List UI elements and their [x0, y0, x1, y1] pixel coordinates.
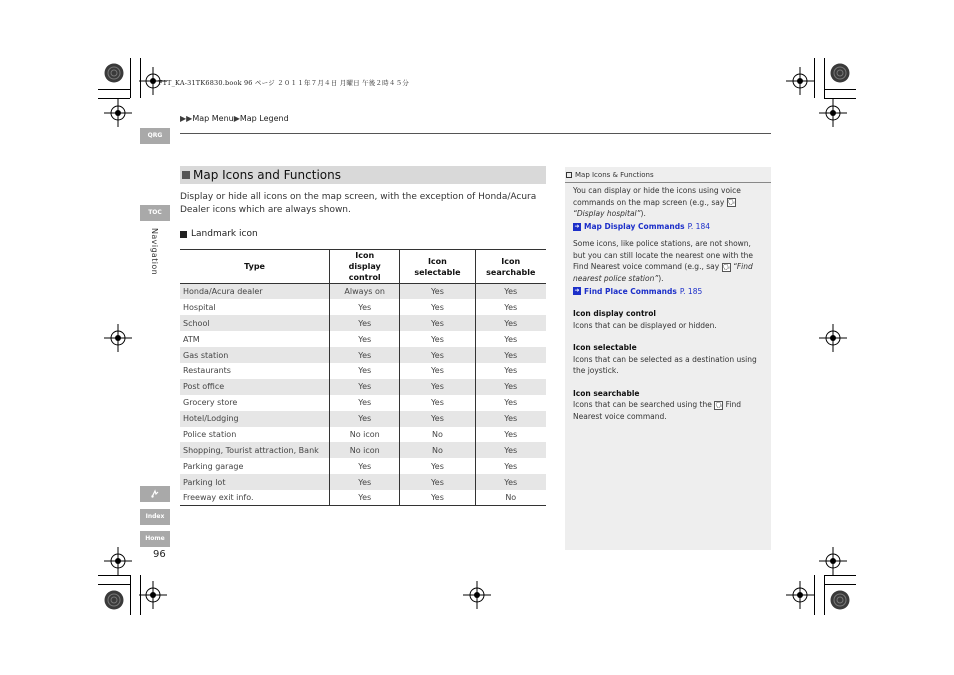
cell-searchable: Yes	[475, 395, 546, 411]
panel-text: ).	[658, 273, 664, 283]
cell-display: Yes	[330, 474, 400, 490]
col-header-searchable: Icon searchable	[475, 250, 546, 284]
cell-selectable: Yes	[400, 363, 475, 379]
cell-type: Honda/Acura dealer	[180, 284, 330, 300]
page-number: 96	[153, 549, 166, 560]
cell-display: Yes	[330, 347, 400, 363]
registration-mark-icon	[104, 324, 132, 352]
cell-searchable: Yes	[475, 427, 546, 443]
definition-term: Icon display control	[573, 309, 656, 318]
link-find-place-commands[interactable]	[573, 286, 702, 298]
panel-quote: “Find nearest police station”	[573, 262, 753, 283]
cell-display: Always on	[330, 284, 400, 300]
cell-searchable: Yes	[475, 363, 546, 379]
voice-command-icon: 🗣	[715, 401, 723, 409]
cell-type: Hospital	[183, 302, 216, 312]
panel-text: Find Nearest voice command.	[573, 400, 741, 421]
cell-selectable: Yes	[400, 379, 475, 395]
cell-type: ATM	[183, 334, 200, 344]
cell-searchable: Yes	[475, 347, 546, 363]
panel-heading	[565, 167, 771, 183]
panel-text: Some icons, like police stations, are not shown, but you can still locate the nearest one with the Find Nearest voice command (e.g., say	[573, 239, 754, 272]
tab-voice[interactable]	[140, 486, 170, 502]
section-title: Map Icons and Functions	[193, 168, 341, 182]
color-target-icon	[830, 590, 850, 610]
cell-type: Grocery store	[183, 398, 238, 408]
tab-toc[interactable]: TOC	[140, 205, 170, 221]
registration-mark-icon	[463, 581, 491, 609]
cell-searchable: Yes	[475, 458, 546, 474]
intro-paragraph: Display or hide all icons on the map screen, with the exception of Honda/Acura Dealer icons which are always shown.	[180, 192, 537, 215]
panel-text: You can display or hide the icons using voice commands on the map screen (e.g., say	[573, 186, 741, 207]
voice-command-icon	[150, 489, 160, 499]
panel-quote: “Display hospital”	[573, 209, 641, 218]
side-note-panel	[565, 167, 771, 550]
registration-mark-icon	[104, 547, 132, 575]
table-row	[180, 347, 546, 363]
cell-display: Yes	[330, 331, 400, 347]
registration-mark-icon	[819, 547, 847, 575]
color-target-icon	[104, 63, 124, 83]
cell-type: Parking lot	[180, 474, 330, 490]
color-target-icon	[104, 590, 124, 610]
col-header-type: Type	[180, 250, 330, 284]
section-square-icon	[182, 171, 190, 179]
cell-selectable: Yes	[400, 395, 475, 411]
tab-index[interactable]: Index	[140, 509, 170, 525]
registration-mark-icon	[786, 67, 814, 95]
cell-type: Hotel/Lodging	[180, 411, 330, 427]
panel-paragraph	[573, 238, 765, 284]
registration-mark-icon	[139, 581, 167, 609]
definition-text	[573, 399, 765, 422]
cell-type: Post office	[180, 379, 330, 395]
cell-selectable: Yes	[400, 490, 475, 506]
panel-text: ).	[640, 209, 646, 218]
voice-command-icon: 🗣	[722, 263, 731, 271]
panel-heading-text: Map Icons & Functions	[575, 170, 654, 179]
tab-home[interactable]: Home	[140, 531, 170, 547]
subheading-text: Landmark icon	[191, 229, 258, 239]
section-label-vertical: Navigation	[150, 228, 159, 276]
chevron-right-icon: ▶▶	[180, 114, 193, 123]
breadcrumb-map-legend[interactable]: Map Legend	[239, 114, 289, 123]
cell-searchable: Yes	[475, 299, 546, 315]
link-map-display-commands[interactable]	[573, 221, 710, 233]
cell-searchable: Yes	[475, 411, 546, 427]
cell-display: Yes	[330, 315, 400, 331]
table-row	[180, 474, 546, 490]
definition-term: Icon selectable	[573, 343, 637, 352]
cell-selectable: Yes	[400, 411, 475, 427]
table-row	[180, 299, 546, 315]
cell-display: Yes	[330, 411, 400, 427]
col-header-display: Icon display control	[330, 250, 400, 284]
registration-mark-icon	[786, 581, 814, 609]
subheading	[180, 229, 258, 239]
definition-text: Icons that can be selected as a destination using the joystick.	[573, 354, 757, 375]
note-icon	[566, 172, 572, 178]
cell-searchable: Yes	[475, 315, 546, 331]
cell-selectable: Yes	[400, 458, 475, 474]
file-info: F1T_KA-31TK6830.book 96 ページ ２０１１年７月４日 月曜日 午後２時４５分	[158, 79, 409, 87]
table-row	[180, 395, 546, 411]
registration-mark-icon	[819, 324, 847, 352]
cell-type: Shopping, Tourist attraction, Bank	[180, 442, 330, 458]
bullet-square-icon	[180, 231, 187, 238]
link-label: Find Place Commands	[584, 286, 677, 296]
cell-selectable: Yes	[400, 474, 475, 490]
voice-command-icon: 🗣	[727, 199, 736, 206]
cell-searchable: No	[475, 490, 546, 506]
definition-text: Icons that can be displayed or hidden.	[573, 320, 717, 330]
color-target-icon	[830, 63, 850, 83]
table-row	[180, 427, 546, 443]
table-row	[180, 331, 546, 347]
cell-type: Police station	[183, 429, 237, 439]
cell-type: Parking garage	[183, 461, 244, 471]
breadcrumb-map-menu[interactable]: Map Menu	[192, 114, 234, 123]
cell-display: Yes	[330, 395, 400, 411]
cell-selectable: Yes	[400, 347, 475, 363]
cell-selectable: Yes	[400, 331, 475, 347]
arrow-right-icon: ➜	[574, 222, 580, 230]
cell-searchable: Yes	[475, 474, 546, 490]
cell-display: No icon	[330, 427, 400, 443]
breadcrumb	[180, 114, 289, 123]
cell-selectable: Yes	[400, 284, 475, 300]
cell-display: No icon	[330, 442, 400, 458]
header-divider	[180, 133, 771, 134]
table-row	[180, 379, 546, 395]
panel-text: Icons that can be searched using the	[573, 400, 715, 409]
cell-searchable: Yes	[475, 442, 546, 458]
table-row	[180, 315, 546, 331]
cell-type: Gas station	[180, 347, 330, 363]
tab-qrg[interactable]: QRG	[140, 128, 170, 144]
arrow-right-icon: ➜	[574, 287, 580, 295]
registration-mark-icon	[819, 99, 847, 127]
cell-display: Yes	[330, 458, 400, 474]
table-row	[180, 442, 546, 458]
definition-term: Icon searchable	[573, 388, 640, 398]
cell-display: Yes	[330, 363, 400, 379]
cell-type: Freeway exit info.	[180, 490, 330, 506]
link-page: P. 185	[679, 286, 703, 296]
cell-type: School	[180, 315, 330, 331]
cell-display: Yes	[330, 490, 400, 506]
landmark-icon-table	[180, 249, 546, 506]
link-label: Map Display Commands	[584, 221, 685, 231]
chevron-right-icon: ▶	[233, 114, 240, 123]
panel-paragraph	[573, 185, 765, 220]
cell-searchable: Yes	[475, 331, 546, 347]
cell-selectable: Yes	[400, 315, 475, 331]
cell-selectable: No	[400, 442, 475, 458]
col-header-selectable: Icon selectable	[400, 250, 475, 284]
cell-display: Yes	[330, 299, 400, 315]
link-page: P. 184	[687, 221, 711, 231]
cell-display: Yes	[330, 379, 400, 395]
section-header	[180, 166, 546, 184]
table-row	[180, 490, 546, 506]
cell-searchable: Yes	[475, 284, 546, 300]
cell-searchable: Yes	[475, 379, 546, 395]
cell-selectable: Yes	[400, 299, 475, 315]
table-row	[180, 284, 546, 300]
table-row	[180, 458, 546, 474]
cell-type: Restaurants	[183, 366, 231, 376]
table-row	[180, 363, 546, 379]
registration-mark-icon	[104, 99, 132, 127]
panel-body	[573, 185, 765, 422]
table-row	[180, 411, 546, 427]
cell-selectable: No	[400, 427, 475, 443]
